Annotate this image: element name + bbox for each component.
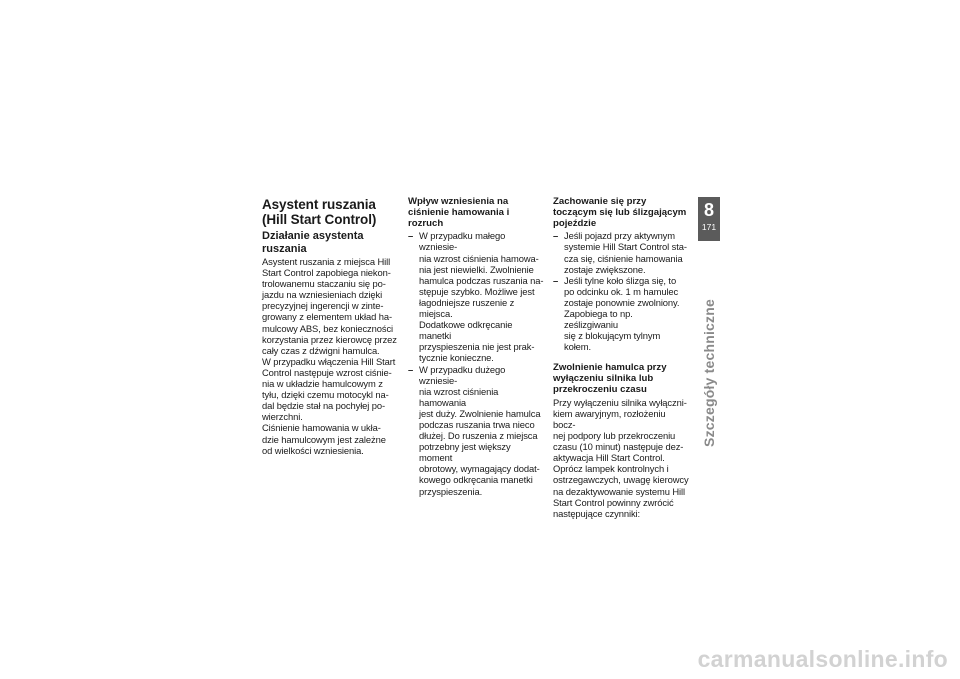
subsection-heading: Zwolnienie hamulca przy wyłączeniu silnika lub przekroczeniu czasu	[553, 362, 667, 396]
chapter-number: 8	[703, 200, 714, 220]
chapter-side-title: Szczegóły techniczne	[701, 299, 717, 447]
list-item: – W przypadku dużego wzniesie- nia wzrost ciśnienia hamowania jest duży. Zwolnienie hamulca podczas ruszania trwa nieco dłużej. Do ruszenia z miejsca potrzebny jest większy moment obrotowy, wymagający dodat- kowego odkręcania manetki przyspieszenia.	[408, 364, 544, 497]
section-subtitle: Działanie asystenta ruszania	[262, 230, 364, 255]
column-2	[408, 197, 544, 497]
paragraph: Oprócz lampek kontrolnych i ostrzegawczych, uwagę kierowcy na dezaktywowanie systemu Hill Start Control powinny zwrócić następujące czynniki:	[553, 463, 689, 519]
column-1	[262, 197, 397, 456]
paragraph: Ciśnienie hamowania w ukła- dzie hamulcowym jest zależne od wielkości wzniesienia.	[262, 422, 386, 456]
page-number: 171	[701, 222, 717, 232]
paragraph: Przy wyłączeniu silnika wyłączni- kiem awaryjnym, rozłożeniu bocz- nej podpory lub przekroczeniu czasu (10 minut) następuje dez- aktywacja Hill Start Control.	[553, 396, 687, 464]
subsection-heading: Wpływ wzniesienia na ciśnienie hamowania i rozruch	[408, 196, 510, 229]
dash-list	[408, 230, 544, 496]
column-3	[553, 197, 689, 519]
dash-list	[553, 230, 689, 352]
list-item: – W przypadku małego wzniesie- nia wzrost ciśnienia hamowa- nia jest niewielki. Zwolnienie hamulca podczas ruszania na- stępuje szybko. Możliwe jest łagodniejsze ruszenie z miejsca. Dodatkowe odkręcanie manetki przyspieszenia nie jest prak- tycznie konieczne.	[408, 230, 544, 363]
paragraph: Asystent ruszania z miejsca Hill Start Control zapobiega niekon- trolowanemu staczaniu się po- jazdu na wzniesieniach dzięki precyzyjnej ingerencji w zinte- growany z elementem układ ha- mulcowy ABS, bez konieczności korzystania przez kierowcę przez cały czas z dźwigni hamulca.	[262, 256, 397, 356]
chapter-tab	[698, 197, 720, 241]
subsection-heading: Zachowanie się przy toczącym się lub ślizgającym pojeździe	[553, 196, 687, 229]
section-title: Asystent ruszania (Hill Start Control)	[262, 197, 377, 227]
list-item: – Jeśli pojazd przy aktywnym systemie Hill Start Control sta- cza się, ciśnienie hamowania zostaje zwiększone.	[553, 230, 689, 274]
list-item: – Jeśli tylne koło ślizga się, to po odcinku ok. 1 m hamulec zostaje ponownie zwolniony. Zapobiega to np. ześlizgiwaniu się z blokującym tylnym kołem.	[553, 275, 689, 353]
paragraph: W przypadku włączenia Hill Start Control następuje wzrost ciśnie- nia w układzie hamulcowym z tyłu, dzięki czemu motocykl na- dal będzie stał na pochyłej po- wierzchni.	[262, 355, 396, 423]
watermark: carmanualsonline.info	[697, 646, 948, 672]
